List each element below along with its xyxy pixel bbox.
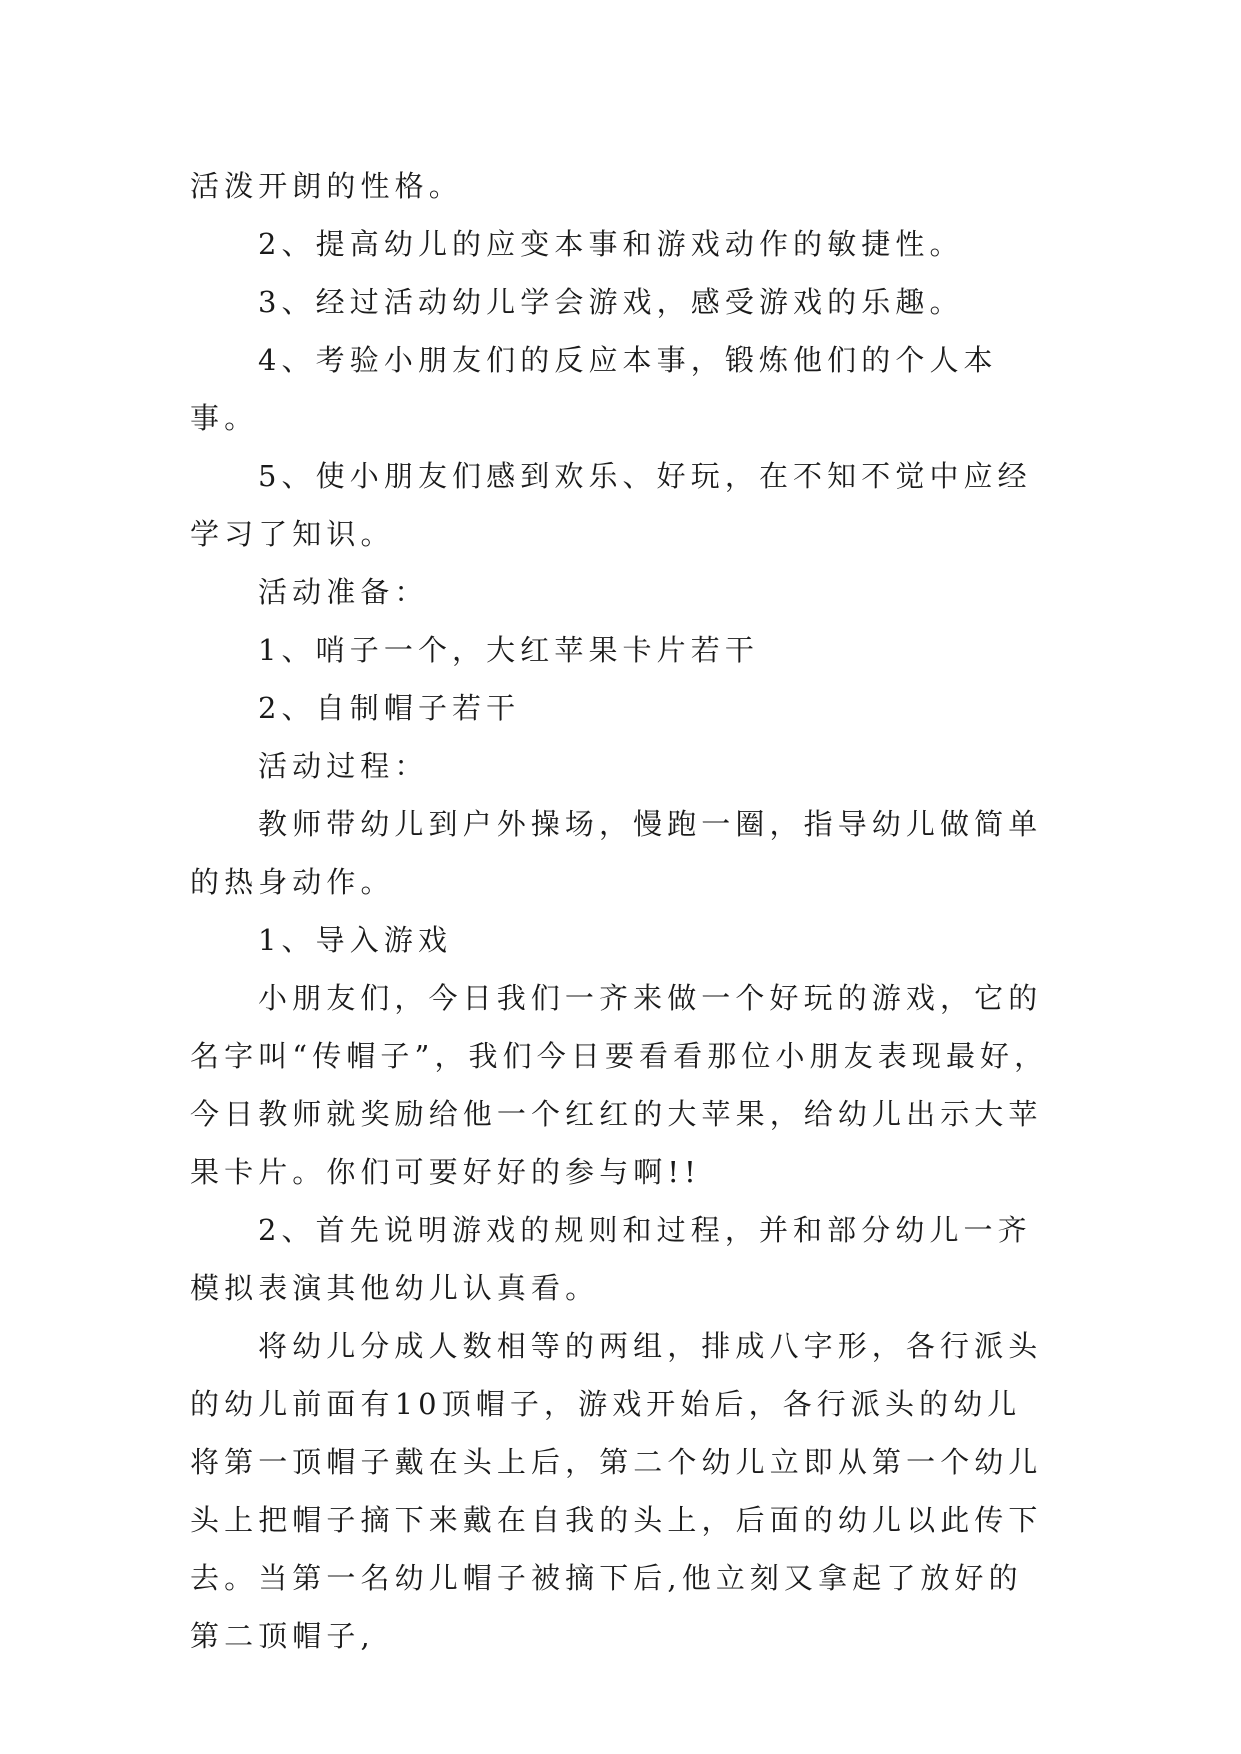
paragraph: 1、导入游戏 — [258, 923, 453, 957]
paragraph: 小朋友们，今日我们一齐来做一个好玩的游戏，它的名字叫“传帽子”，我们今日要看看那位小朋友表现最好，今日教师就奖励给他一个红红的大苹果，给幼儿出示大苹果卡片。你们可要好好的参与啊!! — [190, 981, 1049, 1189]
document-body — [190, 157, 1050, 1665]
paragraph: 5、使小朋友们感到欢乐、好玩，在不知不觉中应经学习了知识。 — [190, 459, 1032, 551]
paragraph: 3、经过活动幼儿学会游戏，感受游戏的乐趣。 — [258, 285, 964, 319]
paragraph: 1、哨子一个，大红苹果卡片若干 — [258, 633, 759, 667]
section-heading: 活动准备： — [258, 575, 429, 609]
paragraph: 活泼开朗的性格。 — [190, 169, 463, 203]
paragraph: 2、提高幼儿的应变本事和游戏动作的敏捷性。 — [258, 227, 964, 261]
paragraph: 教师带幼儿到户外操场，慢跑一圈，指导幼儿做简单的热身动作。 — [190, 807, 1043, 899]
paragraph: 4、考验小朋友们的反应本事，锻炼他们的个人本事。 — [190, 343, 998, 435]
paragraph: 2、自制帽子若干 — [258, 691, 521, 725]
section-heading: 活动过程： — [258, 749, 429, 783]
paragraph: 将幼儿分成人数相等的两组，排成八字形，各行派头的幼儿前面有10顶帽子，游戏开始后，各行派头的幼儿将第一顶帽子戴在头上后，第二个幼儿立即从第一个幼儿头上把帽子摘下来戴在自我的头上，后面的幼儿以此传下去。当第一名幼儿帽子被摘下后,他立刻又拿起了放好的第二顶帽子, — [190, 1329, 1043, 1653]
paragraph: 2、首先说明游戏的规则和过程，并和部分幼儿一齐模拟表演其他幼儿认真看。 — [190, 1213, 1032, 1305]
